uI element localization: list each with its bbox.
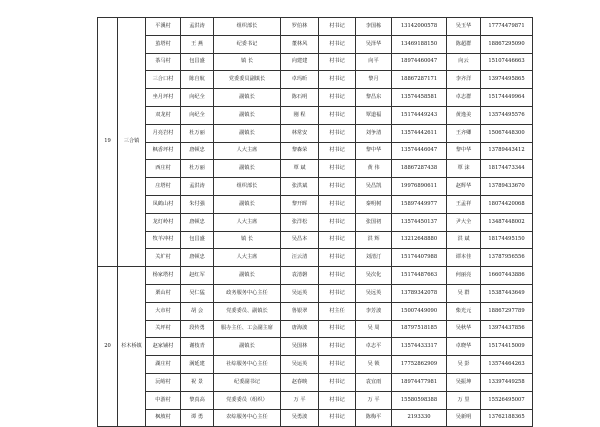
table-row: [98, 284, 533, 302]
village-role: 村书记: [319, 18, 356, 36]
village-secretary: 吴国林: [281, 338, 319, 356]
contact-person: 张国初: [356, 213, 392, 231]
table-row: [98, 267, 533, 285]
leader-position: 社综服务中心主任: [214, 356, 281, 374]
assistant-person: 吴 群: [447, 284, 481, 302]
liaison-leader: 孟洪涛: [181, 178, 214, 196]
assistant-person: 赵辉华: [447, 178, 481, 196]
liaison-leader: 祝 景: [181, 373, 214, 391]
liaison-leader: 包昌盛: [181, 231, 214, 249]
liaison-leader: 杜万丽: [181, 160, 214, 178]
assistant-phone: 15387443649: [481, 284, 533, 302]
town-name: 三合镇: [118, 18, 146, 267]
assistant-phone: 13974495865: [481, 71, 533, 89]
village-name: 茧塔村: [146, 35, 181, 53]
assistant-person: 万 里: [447, 391, 481, 409]
assistant-phone: 17774479871: [481, 18, 533, 36]
village-name: 牧羊冲村: [146, 231, 181, 249]
assistant-person: 李齐洋: [447, 71, 481, 89]
assistant-phone: 13789443412: [481, 142, 533, 160]
contact-person: 陈梅平: [356, 409, 392, 427]
contact-phone: 13574442611: [392, 124, 447, 142]
assistant-phone: 18074420068: [481, 195, 533, 213]
assistant-person: 洪 斌: [447, 231, 481, 249]
contact-person: 向平: [356, 53, 392, 71]
contact-phone: 13142000578: [392, 18, 447, 36]
contact-phone: 18797518185: [392, 320, 447, 338]
table-row: [98, 213, 533, 231]
assistant-phone: 13789433670: [481, 178, 533, 196]
assistant-person: 卓晓华: [447, 338, 481, 356]
contact-phone: 18867287171: [392, 71, 447, 89]
village-name: 湖庄村: [146, 356, 181, 374]
village-name: 枫香坪村: [146, 142, 181, 160]
village-secretary: 吴昌本: [281, 231, 319, 249]
table-row: [98, 231, 533, 249]
village-secretary: 吴运英: [281, 284, 319, 302]
contact-phone: 18867287438: [392, 160, 447, 178]
village-role: 村书记: [319, 320, 356, 338]
contact-person: 吴 锁: [356, 356, 392, 374]
contact-person: 覃道福: [356, 106, 392, 124]
liaison-leader: 段传勇: [181, 320, 214, 338]
assistant-phone: 15067448300: [481, 124, 533, 142]
table-row: [98, 160, 533, 178]
leader-position: 党委委员副镇长: [214, 71, 281, 89]
village-role: 村书记: [319, 356, 356, 374]
assistant-person: 吴秋华: [447, 320, 481, 338]
contact-phone: 2193330: [392, 409, 447, 427]
village-role: 村书记: [319, 195, 356, 213]
assistant-phone: 18867295090: [481, 35, 533, 53]
contact-phone: 13469188150: [392, 35, 447, 53]
village-role: 村书记: [319, 249, 356, 267]
table-row: [98, 356, 533, 374]
table-row: [98, 53, 533, 71]
village-role: 村书记: [319, 338, 356, 356]
contact-person: 秦明树: [356, 195, 392, 213]
assistant-person: 王齐卿: [447, 124, 481, 142]
village-role: 村书记: [319, 391, 356, 409]
assistant-phone: 13574495576: [481, 106, 533, 124]
village-name: 西庄村: [146, 160, 181, 178]
contact-person: 黎月: [356, 71, 392, 89]
table-row: [98, 302, 533, 320]
contact-person: 吴 周: [356, 320, 392, 338]
village-role: 村书记: [319, 284, 356, 302]
village-secretary: 吴运英: [281, 356, 319, 374]
assistant-person: 卓志群: [447, 89, 481, 107]
village-name: 关圹村: [146, 249, 181, 267]
liaison-leader: 陈自航: [181, 71, 214, 89]
liaison-leader: 唐顿忠: [181, 213, 214, 231]
contact-person: 洪 辉: [356, 231, 392, 249]
village-role: 村书记: [319, 178, 356, 196]
table-row: [98, 320, 533, 338]
leader-position: 人大主席: [214, 249, 281, 267]
liaison-leader: 孟洪涛: [181, 18, 214, 36]
assistant-phone: 15107446663: [481, 53, 533, 71]
assistant-person: 覃 沫: [447, 160, 481, 178]
table-row: [98, 338, 533, 356]
village-name: 坐月坪村: [146, 89, 181, 107]
contact-phone: 15007449090: [392, 302, 447, 320]
village-role: 村书记: [319, 267, 356, 285]
village-secretary: 陈石明: [281, 89, 319, 107]
table-row: [98, 195, 533, 213]
contact-person: 黎昌东: [356, 89, 392, 107]
contact-person: 李芳波: [356, 302, 392, 320]
table-row: [98, 142, 533, 160]
village-secretary: 罗伯林: [281, 18, 319, 36]
village-name: 大市村: [146, 302, 181, 320]
leader-position: 人大主席: [214, 213, 281, 231]
village-secretary: 刚 程: [281, 106, 319, 124]
leader-position: 副镇长: [214, 338, 281, 356]
village-role: 村书记: [319, 124, 356, 142]
assistant-person: 王孟祥: [447, 195, 481, 213]
assistant-phone: 13974437856: [481, 320, 533, 338]
leader-position: 组织部长: [214, 178, 281, 196]
contact-person: 黎中华: [356, 142, 392, 160]
village-secretary: 鲁银翠: [281, 302, 319, 320]
village-name: 双龙村: [146, 106, 181, 124]
contact-phone: 13789342078: [392, 284, 447, 302]
assistant-phone: 18174495150: [481, 231, 533, 249]
contact-phone: 13574433317: [392, 338, 447, 356]
leader-position: 镇 长: [214, 231, 281, 249]
village-secretary: 汪云清: [281, 249, 319, 267]
village-name: 平溪村: [146, 18, 181, 36]
village-name: 杨家塔村: [146, 267, 181, 285]
village-name: 龙灯岭村: [146, 213, 181, 231]
contact-phone: 17752862909: [392, 356, 447, 374]
assistant-phone: 15174415009: [481, 338, 533, 356]
village-secretary: 袁清磐: [281, 267, 319, 285]
contact-person: 李国栋: [356, 18, 392, 36]
liaison-leader: 黎真高: [181, 391, 214, 409]
village-role: 村书记: [319, 106, 356, 124]
leader-position: 服办主任、工会副主席: [214, 320, 281, 338]
village-secretary: 唐海波: [281, 320, 319, 338]
liaison-leader: 包昌盛: [181, 53, 214, 71]
table-row: [98, 409, 533, 427]
contact-phone: 15174487663: [392, 267, 447, 285]
leader-position: 农综服务中心主任: [214, 409, 281, 427]
village-name: 枫坡村: [146, 409, 181, 427]
contact-phone: 15580598388: [392, 391, 447, 409]
leader-position: 副镇长: [214, 160, 281, 178]
liaison-leader: 赵红军: [181, 267, 214, 285]
liaison-leader: 向纪全: [181, 89, 214, 107]
leader-position: 副镇长: [214, 106, 281, 124]
contact-person: 吴泽华: [356, 35, 392, 53]
leader-position: 副镇长: [214, 89, 281, 107]
table-row: [98, 18, 533, 36]
leader-position: 党委委员（组织）: [214, 391, 281, 409]
roster-body: [98, 18, 533, 427]
liaison-leader: 谢枝青: [181, 338, 214, 356]
assistant-phone: 13762188365: [481, 409, 533, 427]
village-secretary: 向建建: [281, 53, 319, 71]
table-row: [98, 373, 533, 391]
village-secretary: 吴勇波: [281, 409, 319, 427]
assistant-person: 吴新明: [447, 409, 481, 427]
leader-position: 纪委书记: [214, 35, 281, 53]
contact-person: 黄 伟: [356, 160, 392, 178]
assistant-person: 尹大全: [447, 213, 481, 231]
liaison-leader: 胡 会: [181, 302, 214, 320]
contact-person: 刘清汀: [356, 249, 392, 267]
contact-phone: 19976890611: [392, 178, 447, 196]
table-row: [98, 178, 533, 196]
village-name: 栗山村: [146, 284, 181, 302]
contact-person: 万 平: [356, 391, 392, 409]
group-number: 19: [98, 18, 118, 267]
village-secretary: 万 平: [281, 391, 319, 409]
village-secretary: 赵春映: [281, 373, 319, 391]
village-role: 村书记: [319, 35, 356, 53]
assistant-person: 吴玉华: [447, 18, 481, 36]
assistant-person: 柴光元: [447, 302, 481, 320]
contact-phone: 13212648880: [392, 231, 447, 249]
assistant-person: 黎中华: [447, 142, 481, 160]
village-role: 村书记: [319, 71, 356, 89]
village-name: 茶马村: [146, 53, 181, 71]
village-role: 村书记: [319, 53, 356, 71]
contact-person: 吴远英: [356, 284, 392, 302]
table-row: [98, 71, 533, 89]
liaison-leader: 王 燕: [181, 35, 214, 53]
assistant-person: 陈超群: [447, 35, 481, 53]
liaison-leader: 杜万丽: [181, 124, 214, 142]
village-role: 村书记: [319, 409, 356, 427]
contact-person: 吴昌凯: [356, 178, 392, 196]
village-name: 赵家铺村: [146, 338, 181, 356]
village-name: 月亮岩村: [146, 124, 181, 142]
liaison-leader: 满延建: [181, 356, 214, 374]
leader-position: 政务服务中心主任: [214, 284, 281, 302]
assistant-person: 谭本佳: [447, 249, 481, 267]
contact-person: 卓志平: [356, 338, 392, 356]
leader-position: 副镇长: [214, 195, 281, 213]
village-name: 三合口村: [146, 71, 181, 89]
contact-phone: 15174407988: [392, 249, 447, 267]
liaison-leader: 谭 勇: [181, 409, 214, 427]
table-row: [98, 124, 533, 142]
contact-phone: 18974460047: [392, 53, 447, 71]
village-secretary: 林常安: [281, 124, 319, 142]
leader-position: 党委委员、副镇长: [214, 302, 281, 320]
village-secretary: 黎开晖: [281, 195, 319, 213]
village-secretary: 张洋松: [281, 213, 319, 231]
village-name: 中游村: [146, 391, 181, 409]
village-secretary: 张洪斌: [281, 178, 319, 196]
group-number: 20: [98, 267, 118, 427]
assistant-phone: 13574464263: [481, 356, 533, 374]
leader-position: 镇 长: [214, 53, 281, 71]
assistant-phone: 13487448002: [481, 213, 533, 231]
liaison-leader: 向纪全: [181, 106, 214, 124]
village-secretary: 覃 斌: [281, 160, 319, 178]
leader-position: 副镇长: [214, 267, 281, 285]
contact-person: 吴次化: [356, 267, 392, 285]
contact-phone: 13574450137: [392, 213, 447, 231]
village-secretary: 卓玛昕: [281, 71, 319, 89]
assistant-phone: 15174449964: [481, 89, 533, 107]
assistant-person: 吴 彭: [447, 356, 481, 374]
contact-phone: 13574446047: [392, 142, 447, 160]
town-name: 杉木桥镇: [118, 267, 146, 427]
assistant-phone: 13787956556: [481, 249, 533, 267]
assistant-person: 向云: [447, 53, 481, 71]
table-row: [98, 89, 533, 107]
village-role: 村书记: [319, 231, 356, 249]
table-row: [98, 106, 533, 124]
liaison-leader: 朱付强: [181, 195, 214, 213]
assistant-phone: 18867297789: [481, 302, 533, 320]
village-role: 村书记: [319, 142, 356, 160]
assistant-person: 吴振坤: [447, 373, 481, 391]
leader-position: 人大主席: [214, 142, 281, 160]
village-secretary: 董林风: [281, 35, 319, 53]
contact-person: 刘争清: [356, 124, 392, 142]
table-row: [98, 249, 533, 267]
assistant-phone: 16607443886: [481, 267, 533, 285]
village-role: 村书记: [319, 373, 356, 391]
village-role: 村书记: [319, 213, 356, 231]
table-row: [98, 35, 533, 53]
village-role: 村书记: [319, 89, 356, 107]
liaison-leader: 吴仁猛: [181, 284, 214, 302]
contact-phone: 18974477981: [392, 373, 447, 391]
assistant-phone: 15526495007: [481, 391, 533, 409]
village-name: 庄塔村: [146, 178, 181, 196]
leader-position: 纪委副书记: [214, 373, 281, 391]
contact-phone: 15174449243: [392, 106, 447, 124]
liaison-leader: 唐顿忠: [181, 142, 214, 160]
assistant-person: 何丽亮: [447, 267, 481, 285]
contact-phone: 13574458581: [392, 89, 447, 107]
contact-person: 袁宜雨: [356, 373, 392, 391]
leader-position: 组织部长: [214, 18, 281, 36]
village-role: 村主任: [319, 302, 356, 320]
assistant-phone: 18174473344: [481, 160, 533, 178]
village-secretary: 黎森荣: [281, 142, 319, 160]
village-name: 凤鹤山村: [146, 195, 181, 213]
liaison-leader: 唐顿忠: [181, 249, 214, 267]
roster-table: [97, 17, 533, 427]
village-role: 村书记: [319, 160, 356, 178]
leader-position: 副镇长: [214, 124, 281, 142]
village-name: 关坪村: [146, 320, 181, 338]
contact-phone: 15897449977: [392, 195, 447, 213]
village-name: 沅峪村: [146, 373, 181, 391]
table-row: [98, 391, 533, 409]
assistant-person: 黄逸美: [447, 106, 481, 124]
assistant-phone: 13397449258: [481, 373, 533, 391]
